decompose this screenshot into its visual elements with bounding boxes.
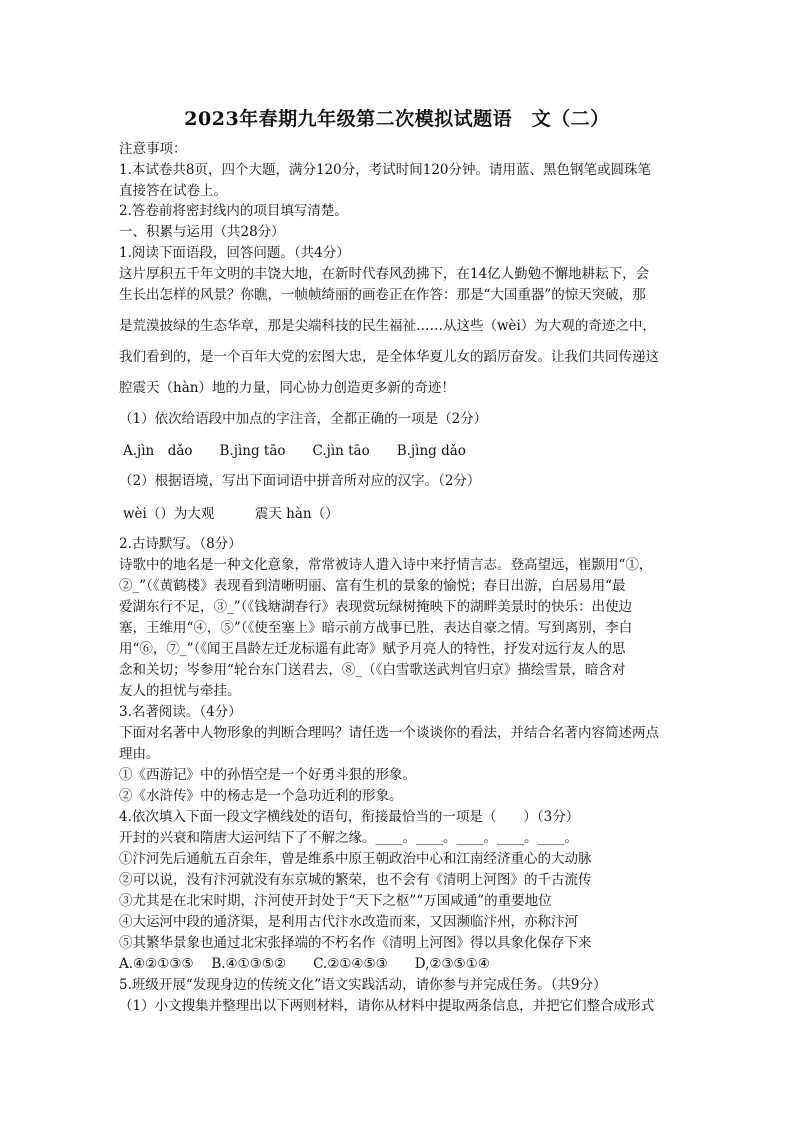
passage-line: 这片厚积五千年文明的丰饶大地，在新时代春风劲拂下，在14亿人勤勉不懈地耕耘下，会: [119, 266, 650, 282]
notice-item-1: 1.本试卷共8页，四个大题，满分120分，考试时间120分钟。请用蓝、黑色钢笔或圆珠笔: [119, 162, 652, 178]
options-line: A.jìn dǎo B.jìng tāo C.jìn tāo B.jìng dǎo: [123, 443, 466, 459]
page-title: 2023年春期九年级第二次模拟试题语 文（二）: [184, 108, 610, 130]
question-3-item-2: ②《水浒传》中的杨志是一个急功近利的形象。: [119, 788, 403, 804]
question-3-item-1: ①《西游记》中的孙悟空是一个好勇斗狠的形象。: [119, 767, 416, 783]
question-4-options: A.④②①③⑤ B.④①③⑤② C.②①④⑤③ D,②③⑤①④: [119, 956, 490, 972]
question-3-text: 下面对名著中人物形象的判断合理吗？请任选一个谈谈你的看法，并结合名著内容简述两点: [119, 725, 659, 741]
passage-line: 是荒漠披绿的生态华章，那是尖端科技的民生福祉……从这些（wèi）为大观的奇迹之中，: [119, 318, 656, 334]
fill-in-line: wèi（）为大观 震天 hàn（）: [123, 506, 339, 522]
passage-line: 生长出怎样的风景？你瞧，一帧帧绮丽的画卷正在作答：那是“大国重器”的惊天突破，那: [119, 287, 646, 303]
poetry-line: 塞，王维用“④，⑤”（《使至塞上》暗示前方战事已胜，表达自豪之情。写到离别，李白: [119, 620, 633, 636]
question-4-item-5: ⑤其繁华景象也通过北宋张择端的不朽名作《清明上河图》得以具象化保存下来: [119, 935, 592, 951]
question-1-heading: 1.阅读下面语段，回答问题。（共4分）: [119, 245, 350, 261]
question-4-text: 开封的兴衰和隋唐大运河结下了不解之缘。____。____。____。____。____。: [119, 830, 578, 846]
question-2-heading: 2.古诗默写。（8分）: [119, 536, 242, 552]
subquestion-1: （1）依次给语段中加点的字注音，全都正确的一项是（2分）: [119, 411, 488, 427]
question-5-heading: 5.班级开展“发现身边的传统文化”语文实践活动，请你参与并完成任务。（共9分）: [119, 977, 607, 993]
notice-item-1-cont: 直接答在试卷上。: [119, 183, 227, 199]
poetry-line: 诗歌中的地名是一种文化意象，常常被诗人遣入诗中来抒情言志。登高望远，崔颢用“①，: [119, 557, 653, 573]
question-4-heading: 4.依次填入下面一段文字横线处的语句，衔接最恰当的一项是（ ）（3分）: [119, 809, 580, 825]
question-4-item-3: ③尤其是在北宋时期，汴河使开封处于“天下之枢”“万国咸通”的重要地位: [119, 893, 552, 909]
poetry-line: ②_”（《黄鹤楼》表现看到清晰明丽、富有生机的景象的愉悦；春日出游，白居易用“最: [119, 578, 626, 594]
poetry-line: 用“⑥，⑦_”（《闻王昌龄左迁龙标遥有此寄》赋予月亮人的特性，抒发对远行友人的思: [119, 641, 626, 657]
poetry-line: 友人的担忧与牵挂。: [119, 683, 241, 699]
notice-item-2: 2.答卷前将密封线内的项目填写清楚。: [119, 203, 348, 219]
question-3-text: 理由。: [119, 746, 160, 762]
poetry-line: 念和关切；岑参用“轮台东门送君去，⑧_（《白雪歌送武判官归京》描绘雪景，暗含对: [119, 662, 626, 678]
poetry-line: 爱湖东行不足，③_”（《钱塘湖春行》表现赏玩绿树掩映下的湖畔美景时的快乐：出使边: [119, 599, 633, 615]
question-4-item-1: ①汴河先后通航五百余年，曾是维系中原王朝政治中心和江南经济重心的大动脉: [119, 851, 592, 867]
question-5-subquestion-1: （1）小文搜集并整理出以下两则材料，请你从材料中提取两条信息，并把它们整合成形式: [119, 998, 655, 1014]
passage-line: 腔震天（hàn）地的力量，同心协力创造更多新的奇迹！: [119, 380, 455, 396]
question-4-item-2: ②可以说，没有汴河就没有东京城的繁荣，也不会有《清明上河图》的千古流传: [119, 872, 592, 888]
passage-line: 我们看到的，是一个百年大党的宏图大忠，是全体华夏儿女的蹈厉奋发。让我们共同传递这: [119, 349, 659, 365]
notice-heading: 注意事项：: [119, 141, 187, 157]
section-heading: 一、积累与运用（共28分）: [119, 224, 285, 240]
question-4-item-4: ④大运河中段的通济渠，是利用古代汴水改造而来，又因濒临汴州，亦称汴河: [119, 914, 578, 930]
question-3-heading: 3.名著阅读。（4分）: [119, 704, 242, 720]
subquestion-2: （2）根据语境，写出下面词语中拼音所对应的汉字。（2分）: [119, 473, 481, 489]
